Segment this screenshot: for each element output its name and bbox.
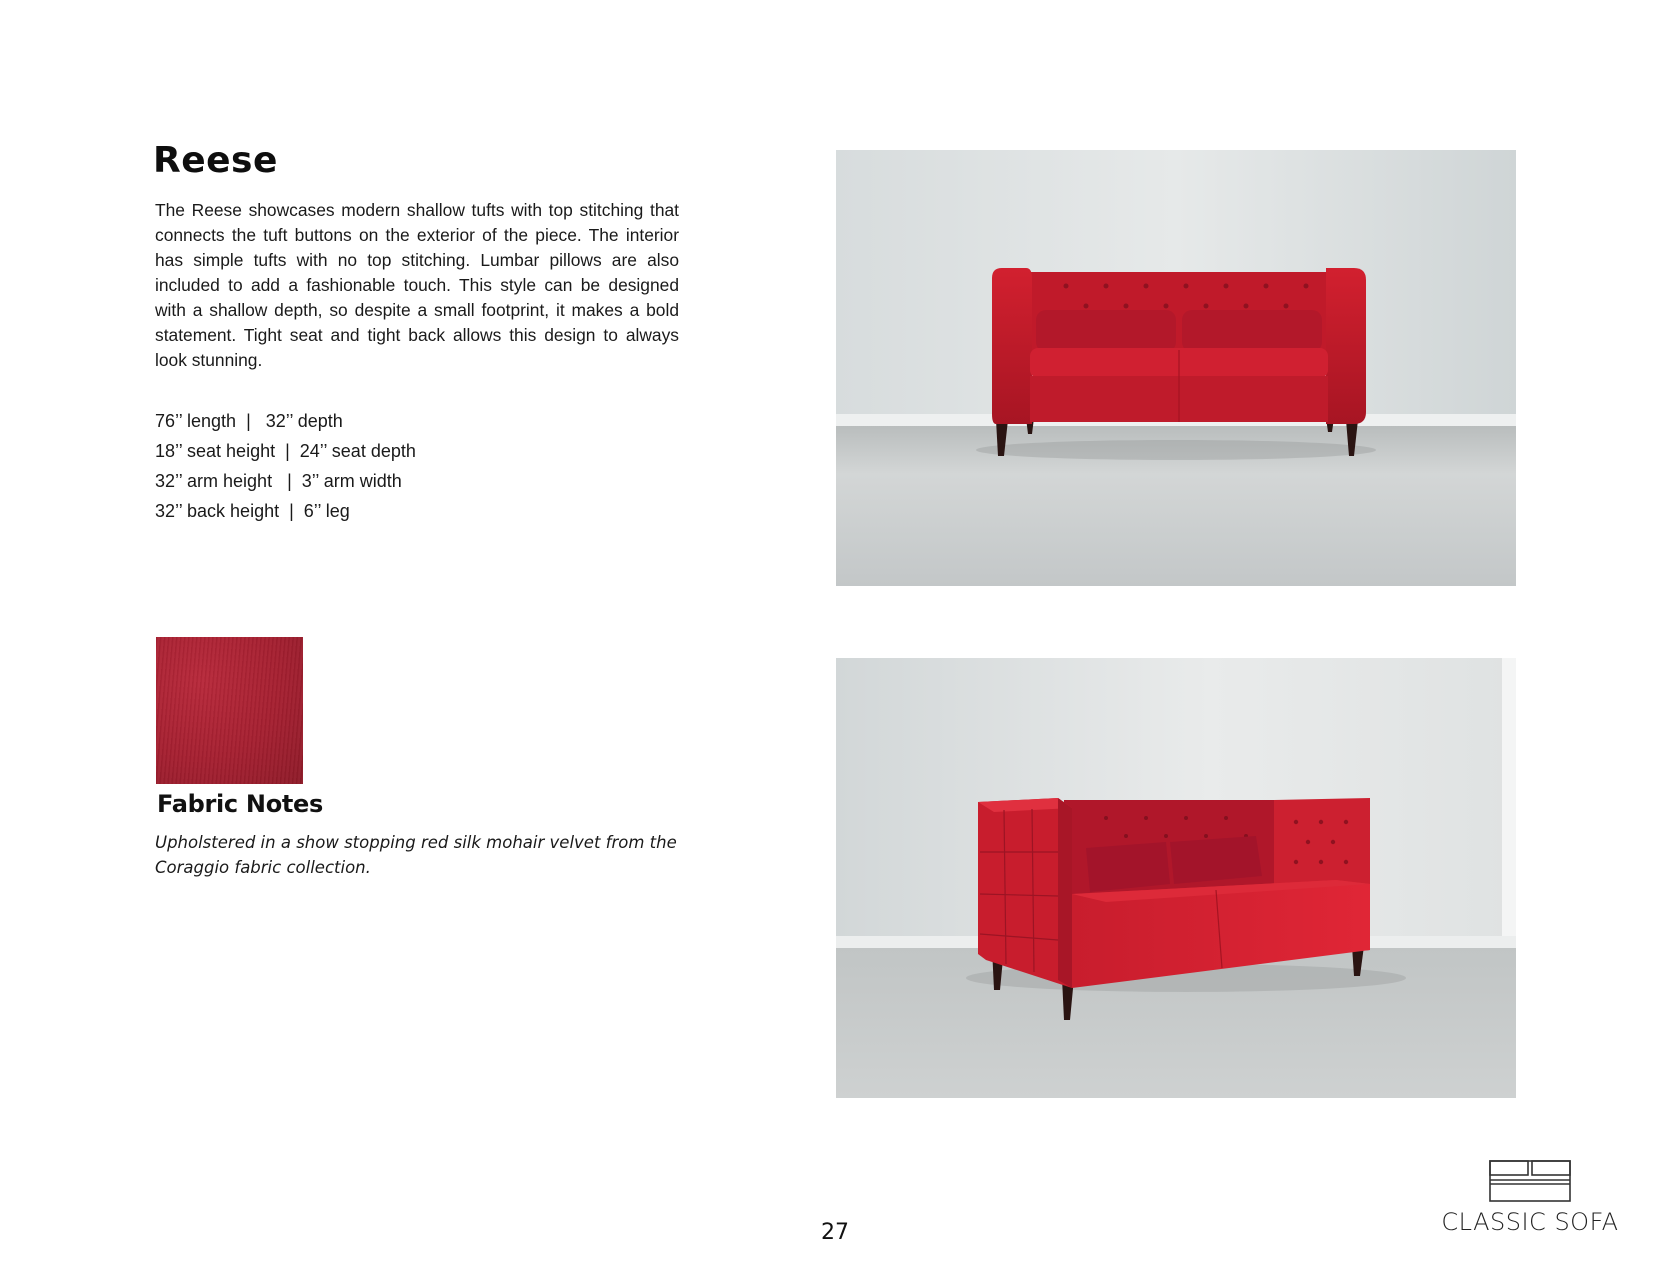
product-photo-angled [836,658,1516,1098]
fabric-swatch [156,637,303,784]
product-description: The Reese showcases modern shallow tufts with top stitching that connects the tuft buttons on the exterior of the piece. The interior has simple tufts with no top stitching. Lumbar pillows are also included to add a fashionable touch. This style can be designed with a shallow depth, so despite a small footprint, it makes a bold statement. Tight seat and tight back allows this design to always look stunning. [155,200,679,370]
fabric-notes-heading: Fabric Notes [157,790,324,818]
fabric-notes-text: Upholstered in a show stopping red silk mohair velvet from the Coraggio fabric collection. [155,833,677,877]
spec-line: 76’’ length | 32’’ depth [155,411,343,431]
spec-line: 18’’ seat height | 24’’ seat depth [155,441,416,461]
specs-list [155,406,416,526]
product-title: Reese [153,140,278,181]
spec-line: 32’’ back height | 6’’ leg [155,501,350,521]
spec-line: 32’’ arm height | 3’’ arm width [155,471,402,491]
brand-logo [1440,1160,1620,1236]
brand-name: CLASSIC SOFA [1441,1208,1619,1236]
page-number: 27 [821,1220,849,1245]
sofa-logo-icon [1489,1160,1571,1202]
product-photo-front [836,150,1516,586]
